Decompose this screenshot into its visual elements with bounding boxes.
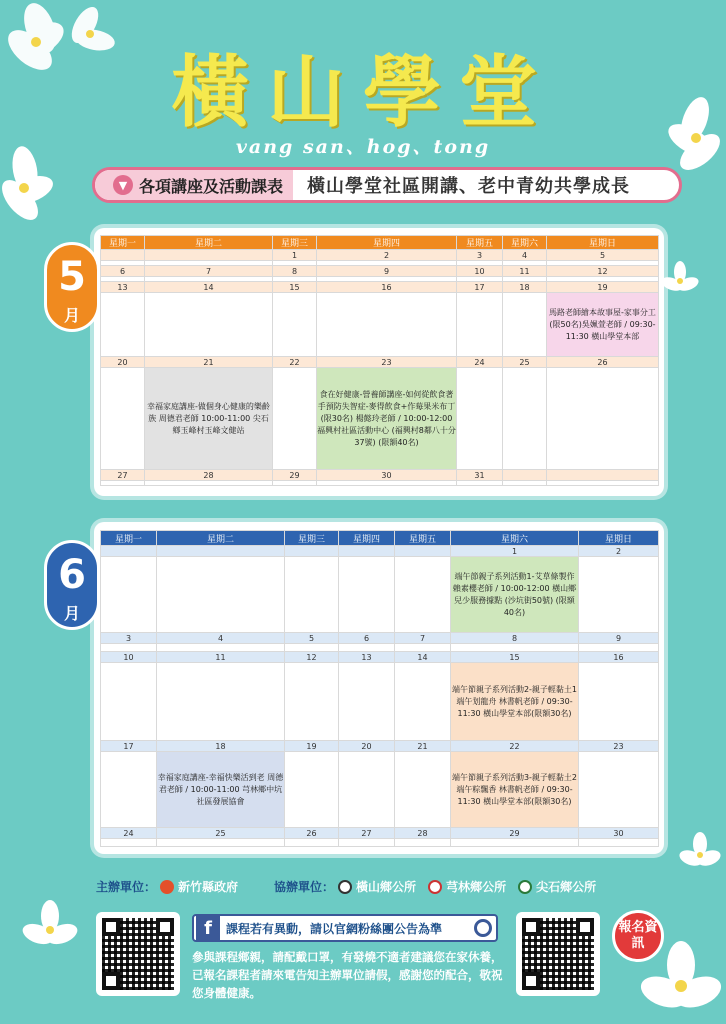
weekday-header: 星期二 [157, 531, 285, 546]
flower-decoration-icon [678, 832, 722, 876]
date-cell: 18 [503, 282, 547, 293]
jianshi-logo-icon [518, 880, 532, 894]
weekday-header: 星期一 [101, 531, 157, 546]
banner-label [95, 170, 293, 200]
date-cell: 16 [317, 282, 457, 293]
date-cell: 19 [285, 741, 339, 752]
date-cell: 5 [285, 633, 339, 644]
facebook-qr-code[interactable] [96, 912, 180, 996]
facebook-notice-bar[interactable] [192, 914, 498, 942]
weekday-header: 星期四 [317, 236, 457, 250]
date-cell: 27 [339, 828, 395, 839]
date-cell: 5 [547, 250, 659, 261]
date-cell: 8 [451, 633, 579, 644]
date-cell: 28 [145, 470, 273, 481]
date-cell: 17 [101, 741, 157, 752]
date-cell: 16 [579, 652, 659, 663]
flower-decoration-icon [660, 260, 700, 300]
page-subtitle: vang san、hog、tong [235, 136, 491, 158]
co-host-3: 尖石鄉公所 [536, 880, 597, 894]
date-cell: 10 [101, 652, 157, 663]
host-name: 新竹縣政府 [178, 880, 239, 894]
date-cell [503, 470, 547, 481]
weekday-header: 星期五 [457, 236, 503, 250]
date-cell: 3 [101, 633, 157, 644]
date-cell: 25 [503, 357, 547, 368]
date-cell: 12 [285, 652, 339, 663]
weekday-header: 星期四 [339, 531, 395, 546]
weekday-header: 星期五 [395, 531, 451, 546]
date-cell: 7 [395, 633, 451, 644]
weekday-header: 星期二 [145, 236, 273, 250]
date-cell: 11 [503, 266, 547, 277]
date-cell: 20 [339, 741, 395, 752]
date-cell: 13 [101, 282, 145, 293]
date-cell: 9 [579, 633, 659, 644]
june-month-badge [44, 540, 100, 630]
date-cell: 8 [273, 266, 317, 277]
date-cell [285, 546, 339, 557]
date-cell [547, 470, 659, 481]
page-title: 橫山學堂 [170, 47, 555, 138]
banner-left-text: 各項講座及活動課表 [139, 176, 284, 196]
june-month-label: 月 [63, 604, 80, 623]
date-cell: 6 [101, 266, 145, 277]
date-cell [101, 250, 145, 261]
date-cell: 22 [273, 357, 317, 368]
co-host-2: 芎林鄉公所 [446, 880, 507, 894]
date-cell: 15 [273, 282, 317, 293]
date-cell: 30 [579, 828, 659, 839]
weekday-header: 星期六 [451, 531, 579, 546]
date-cell: 29 [451, 828, 579, 839]
date-cell: 2 [579, 546, 659, 557]
date-cell: 13 [339, 652, 395, 663]
flower-decoration-icon [20, 900, 80, 960]
may-month-number: 5 [58, 254, 86, 300]
event-cell: 端午節親子系列活動2-親子輕黏土1端午划龍舟 林書帆老師 / 09:30-11:30 橫山學堂本部(限額30名) [451, 663, 579, 741]
date-cell: 10 [457, 266, 503, 277]
date-cell: 24 [101, 828, 157, 839]
hengshan-logo-icon [338, 880, 352, 894]
may-month-label: 月 [63, 306, 80, 325]
date-cell: 27 [101, 470, 145, 481]
date-cell [395, 546, 451, 557]
date-cell: 4 [157, 633, 285, 644]
may-calendar-table [100, 235, 659, 486]
date-cell [157, 546, 285, 557]
search-icon [474, 919, 492, 937]
sponsor-line [96, 878, 696, 895]
date-cell: 15 [451, 652, 579, 663]
co-host-label: 協辦單位： [274, 880, 335, 894]
date-cell: 26 [547, 357, 659, 368]
date-cell [145, 250, 273, 261]
date-cell: 18 [157, 741, 285, 752]
date-cell: 2 [317, 250, 457, 261]
event-cell: 幸福家庭講座-幸福快樂活到老 周德君老師 / 10:00-11:00 芎林鄉中坑社區發展協會 [157, 752, 285, 828]
date-cell: 23 [317, 357, 457, 368]
date-cell: 21 [395, 741, 451, 752]
signup-qr-code[interactable] [516, 912, 600, 996]
banner-right-text: 橫山學堂社區開講、老中青幼共學成長 [307, 176, 631, 197]
chevron-down-icon: ▼ [113, 175, 133, 195]
date-cell [339, 546, 395, 557]
june-calendar-table [100, 530, 659, 847]
date-cell: 3 [457, 250, 503, 261]
date-cell: 29 [273, 470, 317, 481]
event-cell: 幸福家庭講座-做個身心健康的樂齡族 周德君老師 10:00-11:00 尖石鄉玉峰村玉峰文健站 [145, 368, 273, 470]
date-cell: 30 [317, 470, 457, 481]
date-cell: 1 [273, 250, 317, 261]
event-cell: 端午節親子系列活動3-親子輕黏土2端午粽飄香 林書帆老師 / 09:30-11:30 橫山學堂本部(限額30名) [451, 752, 579, 828]
weekday-header: 星期日 [579, 531, 659, 546]
weekday-header: 星期三 [273, 236, 317, 250]
date-cell: 11 [157, 652, 285, 663]
facebook-icon: f [196, 916, 220, 940]
facebook-notice-text: 課程若有異動，請以官網粉絲團公告為準 [226, 921, 443, 936]
date-cell: 6 [339, 633, 395, 644]
date-cell: 4 [503, 250, 547, 261]
date-cell: 23 [579, 741, 659, 752]
weekday-header: 星期日 [547, 236, 659, 250]
weekday-header: 星期一 [101, 236, 145, 250]
date-cell: 21 [145, 357, 273, 368]
signup-info-badge[interactable]: 報名資訊 [612, 910, 664, 962]
date-cell: 20 [101, 357, 145, 368]
event-cell: 端午節親子系列活動1-艾草條製作 賴素櫻老師 / 10:00-12:00 橫山鄉兒少服務據點 (沙坑街50號) (限額40名) [451, 557, 579, 633]
date-cell: 22 [451, 741, 579, 752]
june-month-number: 6 [58, 552, 86, 598]
date-cell: 31 [457, 470, 503, 481]
date-cell: 25 [157, 828, 285, 839]
qionglin-logo-icon [428, 880, 442, 894]
date-cell: 24 [457, 357, 503, 368]
weekday-header: 星期六 [503, 236, 547, 250]
county-logo-icon [160, 880, 174, 894]
date-cell [101, 546, 157, 557]
date-cell: 28 [395, 828, 451, 839]
schedule-banner [92, 167, 682, 203]
date-cell: 7 [145, 266, 273, 277]
event-cell: 馬路老師繪本故事屋-家事分工(限50名)吳姵萱老師 / 09:30-11:30 橫山學堂本部 [547, 293, 659, 357]
date-cell: 12 [547, 266, 659, 277]
date-cell: 14 [395, 652, 451, 663]
date-cell: 17 [457, 282, 503, 293]
co-host-1: 橫山鄉公所 [356, 880, 417, 894]
date-cell: 19 [547, 282, 659, 293]
may-month-badge [44, 242, 100, 332]
date-cell: 26 [285, 828, 339, 839]
health-notice: 參與課程鄉親，請配戴口罩，有發燒不適者建議您在家休養，已報名課程者請來電告知主辦單位請假，感謝您的配合，敬祝您身體健康。 [192, 950, 503, 1000]
date-cell: 9 [317, 266, 457, 277]
date-cell: 14 [145, 282, 273, 293]
host-label: 主辦單位： [96, 880, 157, 894]
date-cell: 1 [451, 546, 579, 557]
weekday-header: 星期三 [285, 531, 339, 546]
event-cell: 食在好健康-營養師講座-如何從飲食著手預防失智症-麥得飲食+作莓果米布丁(限30名) 楊懿玲老師 / 10:00-12:00 福興村社區活動中心 (福興村8鄰八十分37號) (限額40名) [317, 368, 457, 470]
